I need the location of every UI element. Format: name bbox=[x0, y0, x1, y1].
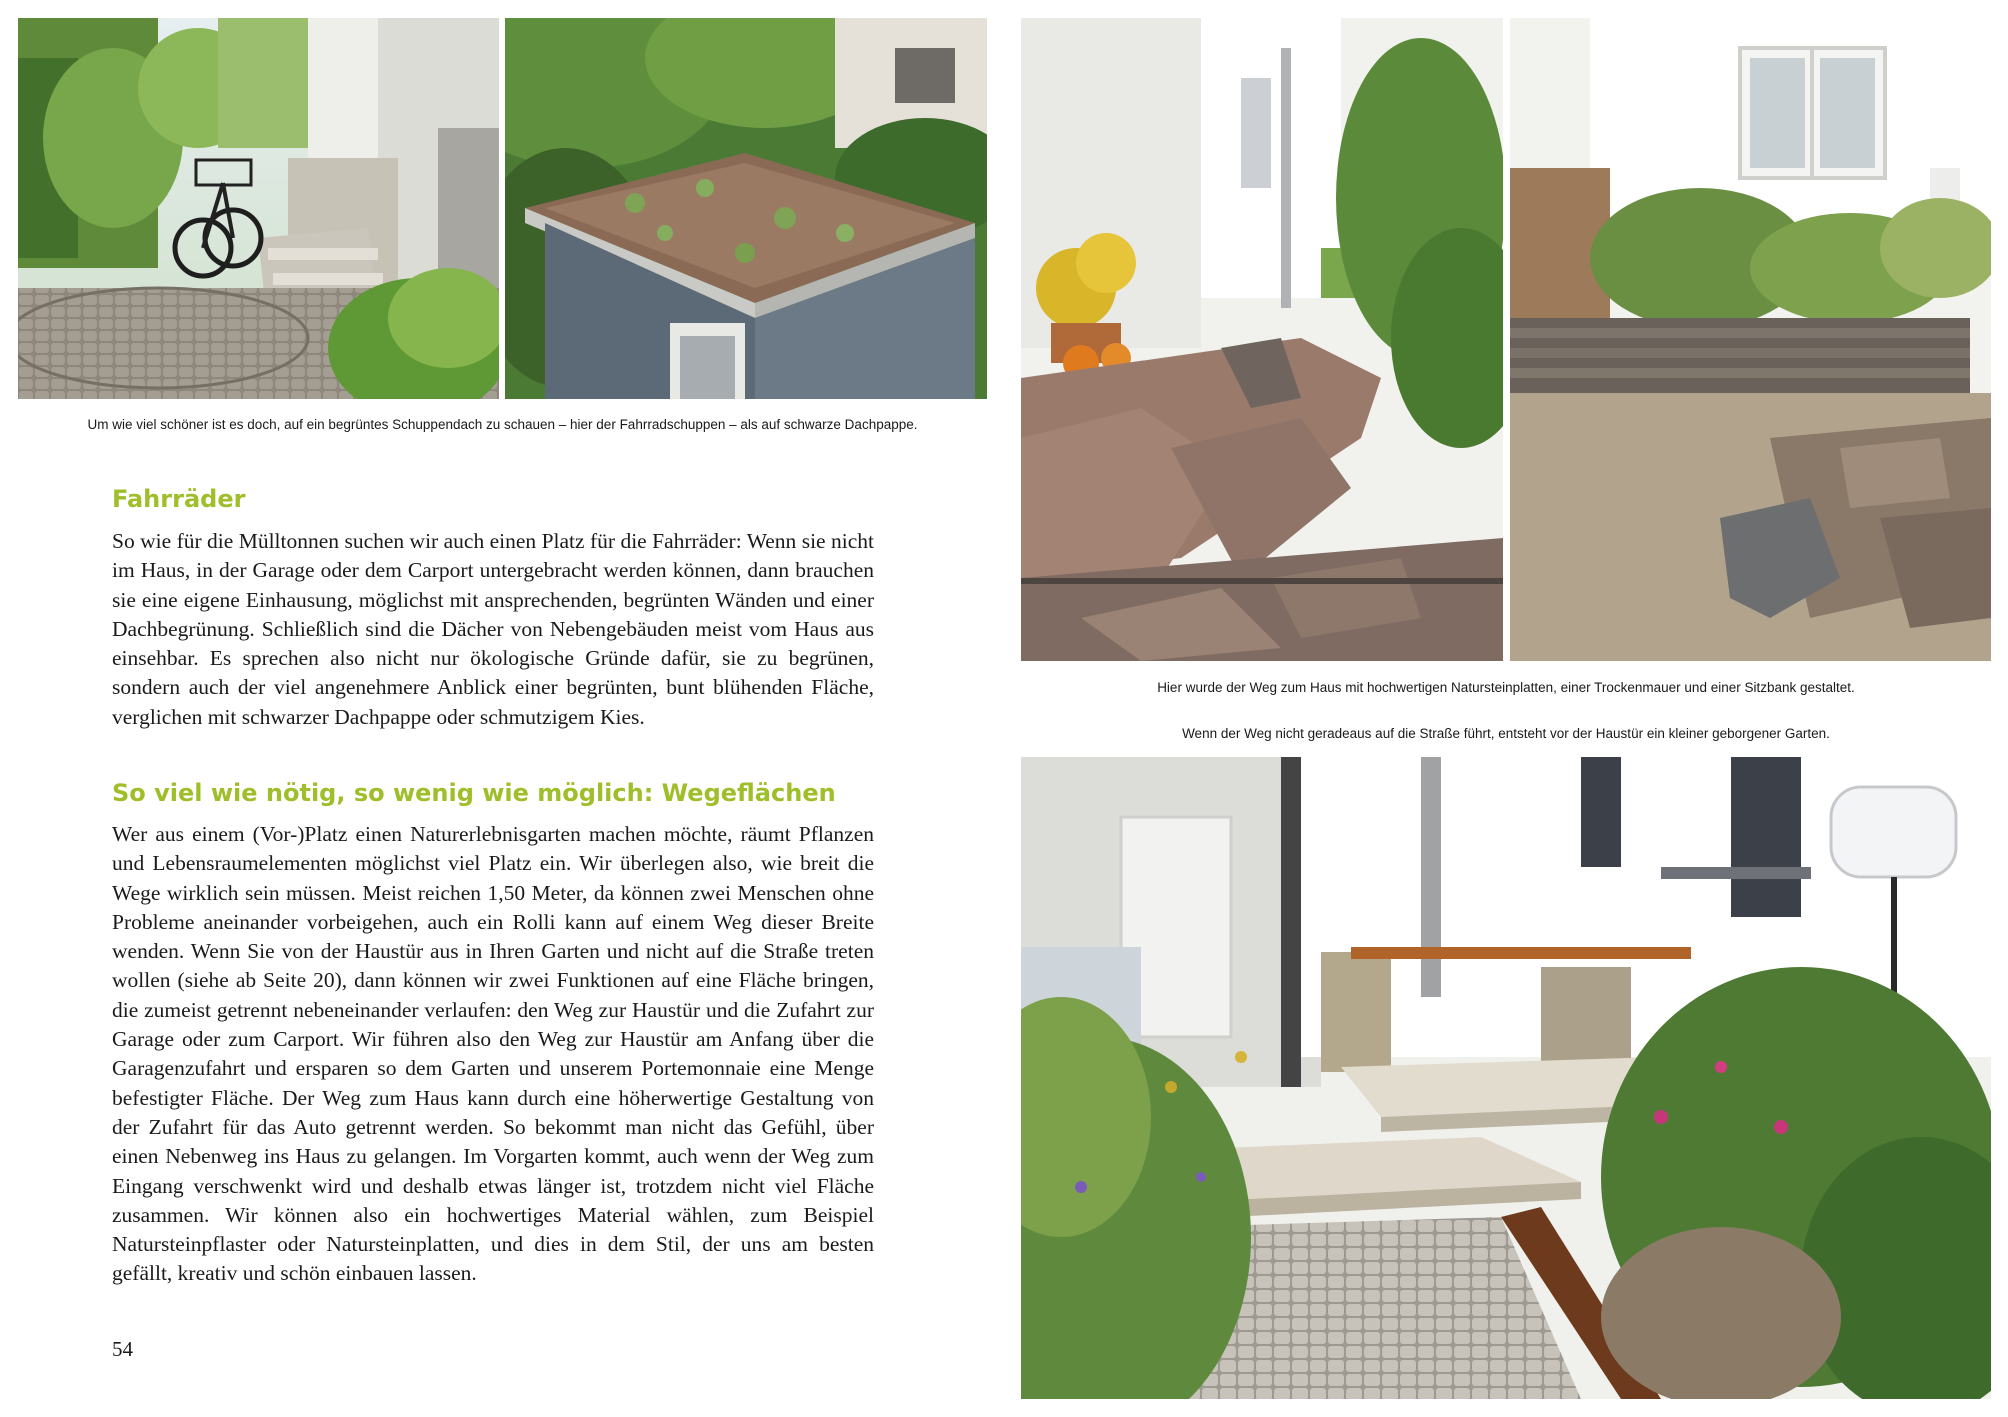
caption-flagstone: Hier wurde der Weg zum Haus mit hochwertigen Natursteinplatten, einer Trockenmauer und einer Sitzbank gestaltet. bbox=[1157, 680, 1855, 695]
heading-fahrraeder: Fahrräder bbox=[112, 485, 246, 513]
paragraph-wegeflaechen: Wer aus einem (Vor-)Platz einen Naturerlebnisgarten machen möchte, räumt Pflanzen und Lebensraumelementen möglichst viel Platz ein. Wir überlegen also, wie breit die Wege wirklich sein müssen. Meist reichen 1,50 Meter, da können zwei Menschen ohne Probleme aneinander vorbeigehen, auch ein Rolli kann auf einem Weg dieser Breite wenden. Wenn Sie von der Haustür aus in Ihren Garten und nicht auf die Straße treten wollen (siehe ab Seite 20), dann können wir zwei Funktionen auf eine Fläche bringen, die zumeist getrennt nebeneinander verlaufen: den Weg zur Haustür und die Zufahrt zur Garage oder zum Carport. Wir führen also den Weg zur Haustür am Anfang über die Garagenzufahrt und ersparen so dem Garten und unserem Portemonnaie eine Menge befestigter Fläche. Der Weg zum Haus kann durch eine höherwertige Gestaltung von der Zufahrt für das Auto getrennt werden. So bekommt man nicht das Gefühl, über einen Nebenweg ins Haus zu gelangen. Im Vorgarten kommt, auch wenn der Weg zum Eingang verschwenkt wird und deshalb etwas länger ist, trotzdem nicht viel Fläche zusammen. Wir können also ein hochwertiges Material wählen, zum Beispiel Natursteinpflaster oder Natursteinplatten, und dies in dem Stil, der uns am besten gefällt, kreativ und schön einbauen lassen. bbox=[112, 822, 874, 1286]
photo-flagstone-path-left bbox=[1021, 18, 1503, 661]
photo-green-roof-shed bbox=[505, 18, 987, 399]
caption-top-photos: Um wie viel schöner ist es doch, auf ein begrüntes Schuppendach zu schauen – hier der Fahrradschuppen – als auf schwarze Dachpappe. bbox=[87, 417, 918, 432]
photo-garden-path-steps bbox=[1021, 757, 1991, 1399]
photo-flagstone-path-right bbox=[1510, 18, 1991, 661]
heading-wegeflaechen: So viel wie nötig, so wenig wie möglich: Wegeflächen bbox=[112, 779, 836, 807]
caption-garden: Wenn der Weg nicht geradeaus auf die Straße führt, entsteht vor der Haustür ein kleiner geborgener Garten. bbox=[1182, 726, 1830, 741]
page-number: 54 bbox=[112, 1337, 133, 1361]
photo-bicycle bbox=[18, 18, 499, 399]
paragraph-fahrraeder: So wie für die Mülltonnen suchen wir auch einen Platz für die Fahrräder: Wenn sie nicht im Haus, in der Garage oder dem Carport untergebracht werden können, dann brauchen sie eine eigene Einhausung, möglichst mit ansprechenden, begrünten Wänden und einer Dachbegrünung. Schließlich sind die Dächer von Nebengebäuden meist vom Haus aus einsehbar. Es sprechen also nicht nur ökologische Gründe dafür, sie zu begrünen, sondern auch der viel angenehmere Anblick einer begrünten, bunt blühenden Fläche, verglichen mit schwarzer Dachpappe oder schmutzigem Kies. bbox=[112, 529, 874, 729]
